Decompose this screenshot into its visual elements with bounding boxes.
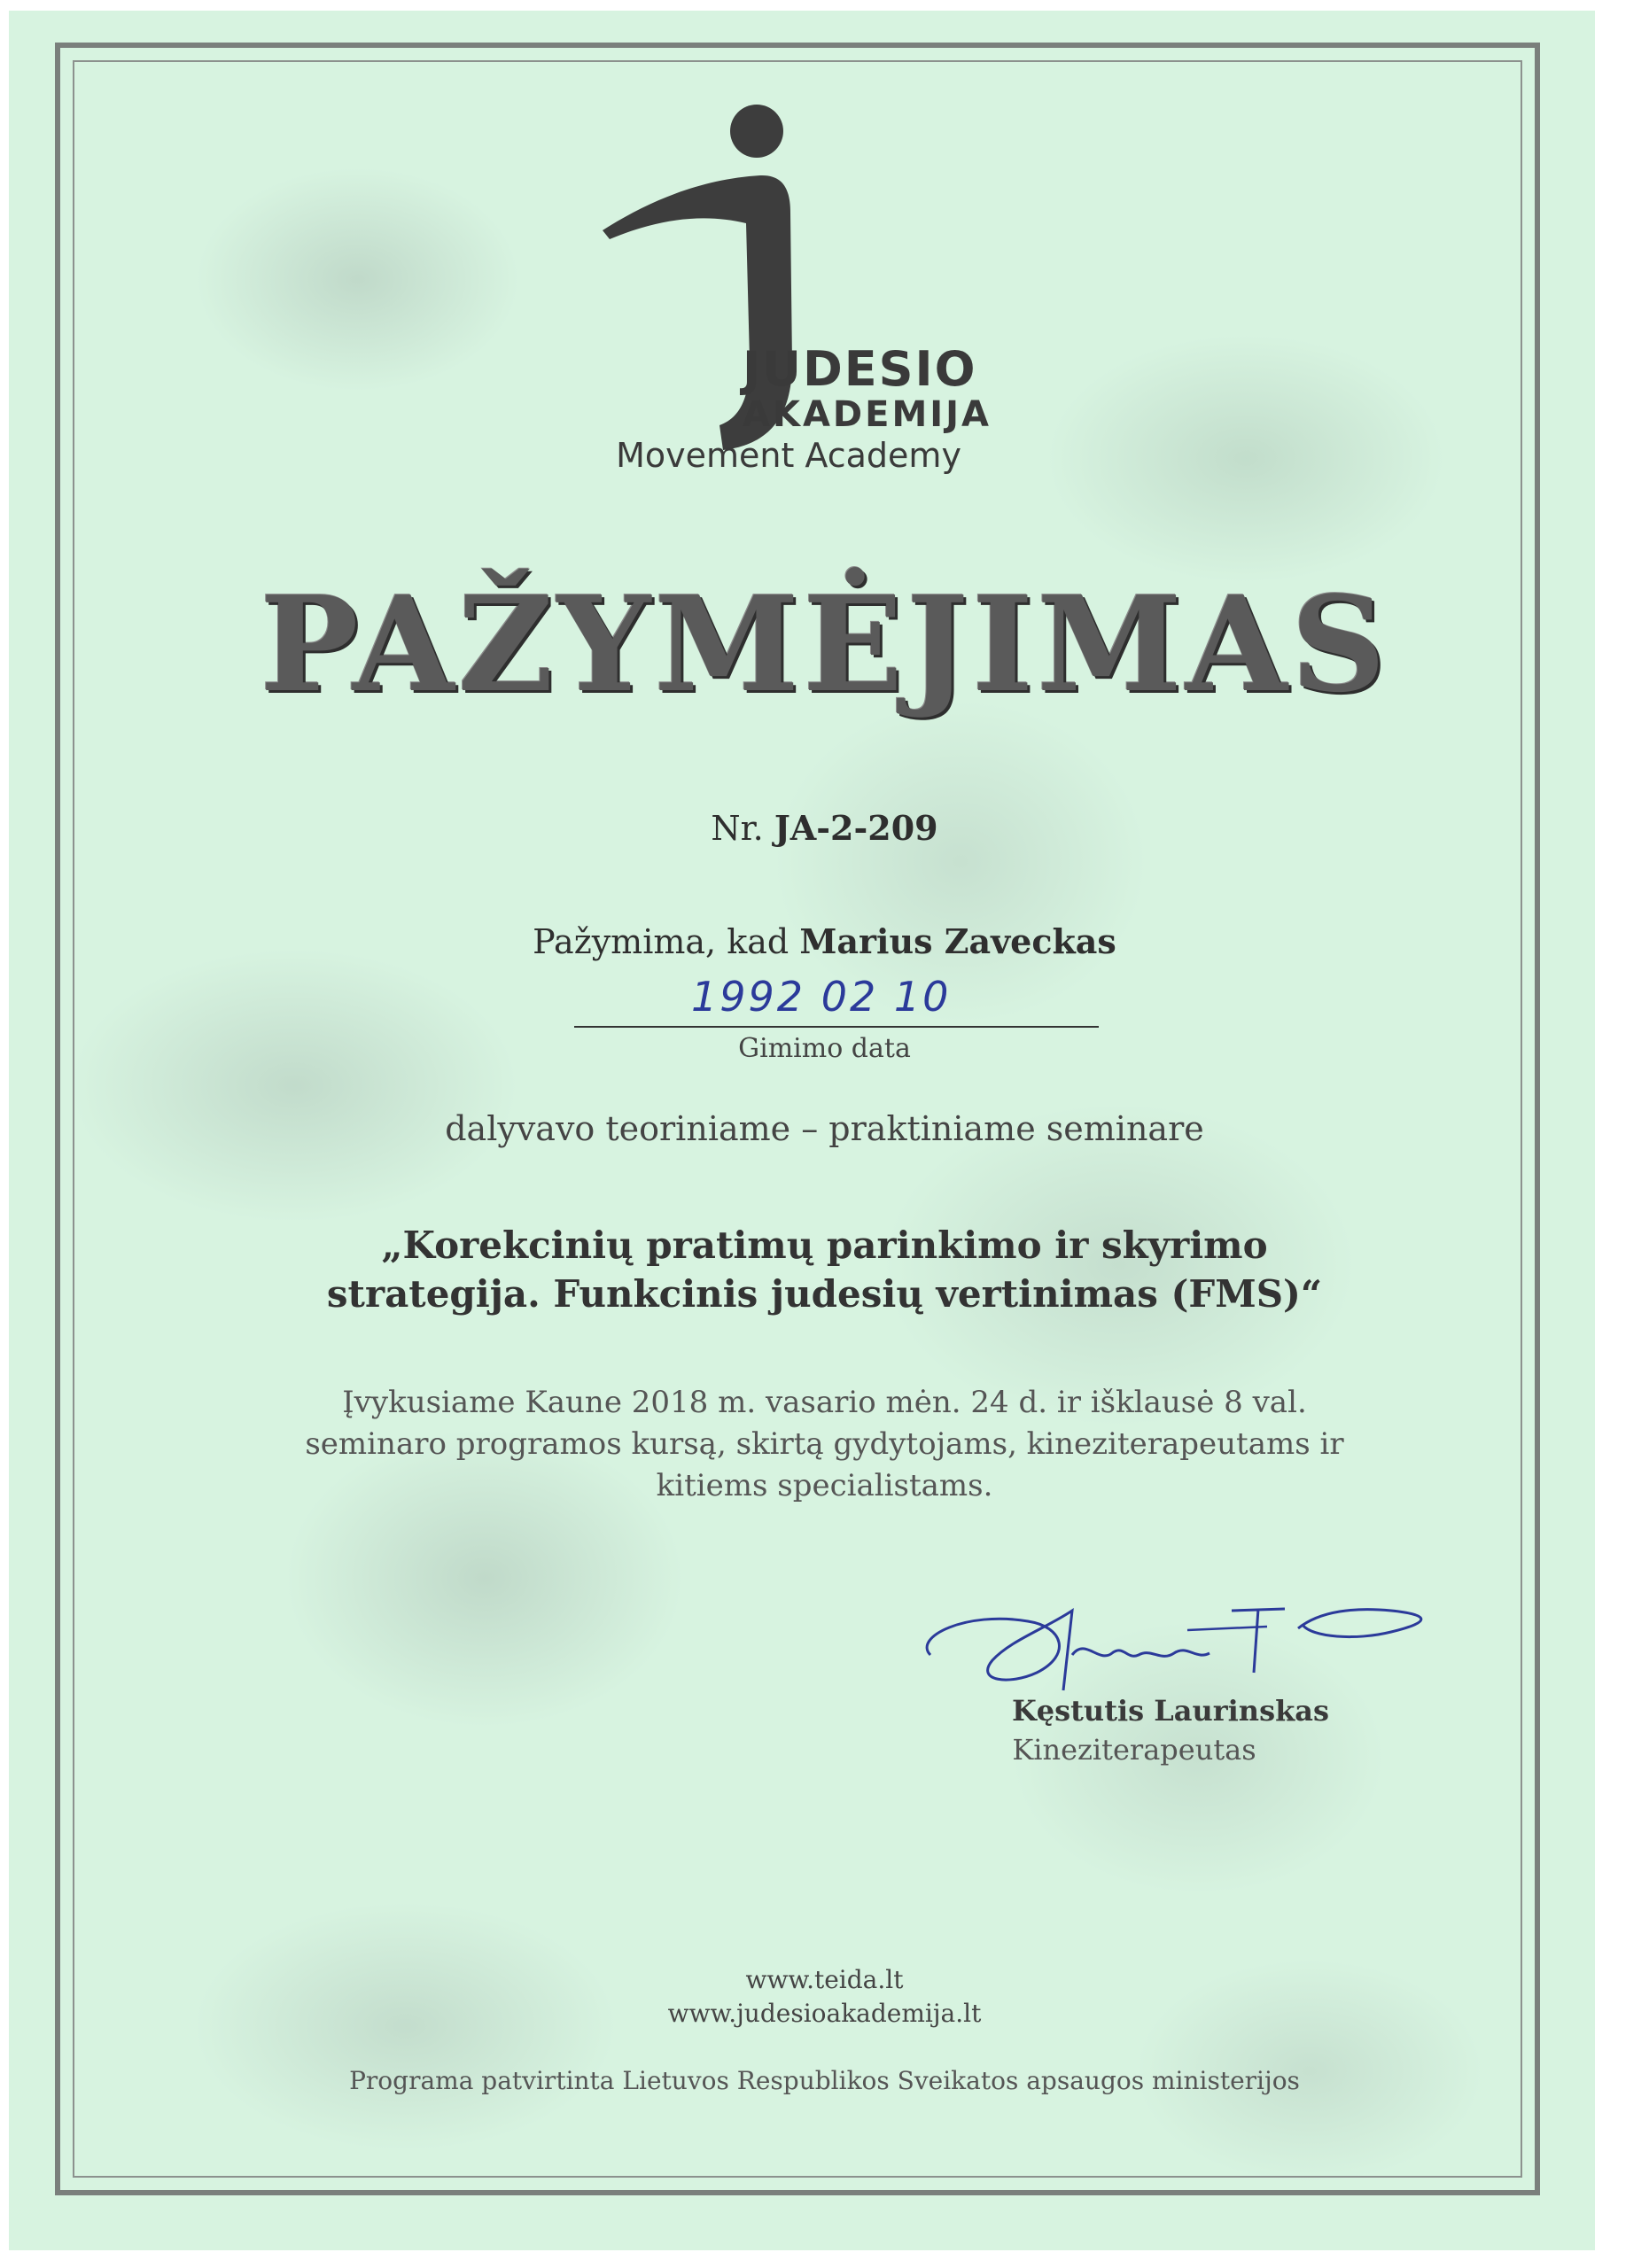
signer-role: Kineziterapeutas [1012, 1733, 1256, 1767]
logo-dot [730, 105, 783, 158]
statement-prefix: Pažymima, kad [533, 922, 789, 961]
logo-line1: JUDESIO [743, 341, 977, 397]
footer-approval-note: Programa patvirtinta Lietuvos Respublikos Sveikatos apsaugos ministerijos [349, 2066, 1300, 2095]
recipient-name: Marius Zaveckas [799, 921, 1116, 961]
footer-url-teida[interactable]: www.teida.lt [745, 1965, 904, 1994]
details-line3: kitiems specialistams. [656, 1467, 993, 1503]
participation-text: dalyvavo teoriniame – praktiniame seminare [445, 1109, 1204, 1148]
certificate-number-value: JA-2-209 [774, 808, 938, 848]
logo-wordmark [743, 341, 992, 435]
seminar-details [0, 1382, 1649, 1507]
certificate-number [0, 808, 1649, 848]
signer-name: Kęstutis Laurinskas [1011, 1694, 1329, 1728]
seminar-title-line2: strategija. Funkcinis judesių vertinimas (FMS)“ [326, 1272, 1323, 1317]
details-line1: Įvykusiame Kaune 2018 m. vasario mėn. 24 d. ir išklausė 8 val. [342, 1385, 1307, 1420]
birth-date-label: Gimimo data [738, 1033, 911, 1064]
certificate-number-prefix: Nr. [711, 809, 764, 848]
seminar-title [0, 1221, 1649, 1319]
certificate-title: PAŽYMĖJIMAS [260, 567, 1389, 721]
logo-line2: AKADEMIJA [743, 394, 992, 435]
recipient-statement [0, 921, 1649, 961]
birth-date-rule [574, 1026, 1099, 1028]
details-line2: seminaro programos kursą, skirtą gydytojams, kineziterapeutams ir [305, 1425, 1344, 1462]
handwritten-birth-date: 1992 02 10 [691, 973, 952, 1021]
logo-tagline: Movement Academy [616, 436, 961, 475]
signature-icon [895, 1575, 1462, 1708]
seminar-title-line1: „Korekcinių pratimų parinkimo ir skyrimo [381, 1223, 1268, 1267]
footer-url-judesioakademija[interactable]: www.judesioakademija.lt [667, 1999, 982, 2028]
